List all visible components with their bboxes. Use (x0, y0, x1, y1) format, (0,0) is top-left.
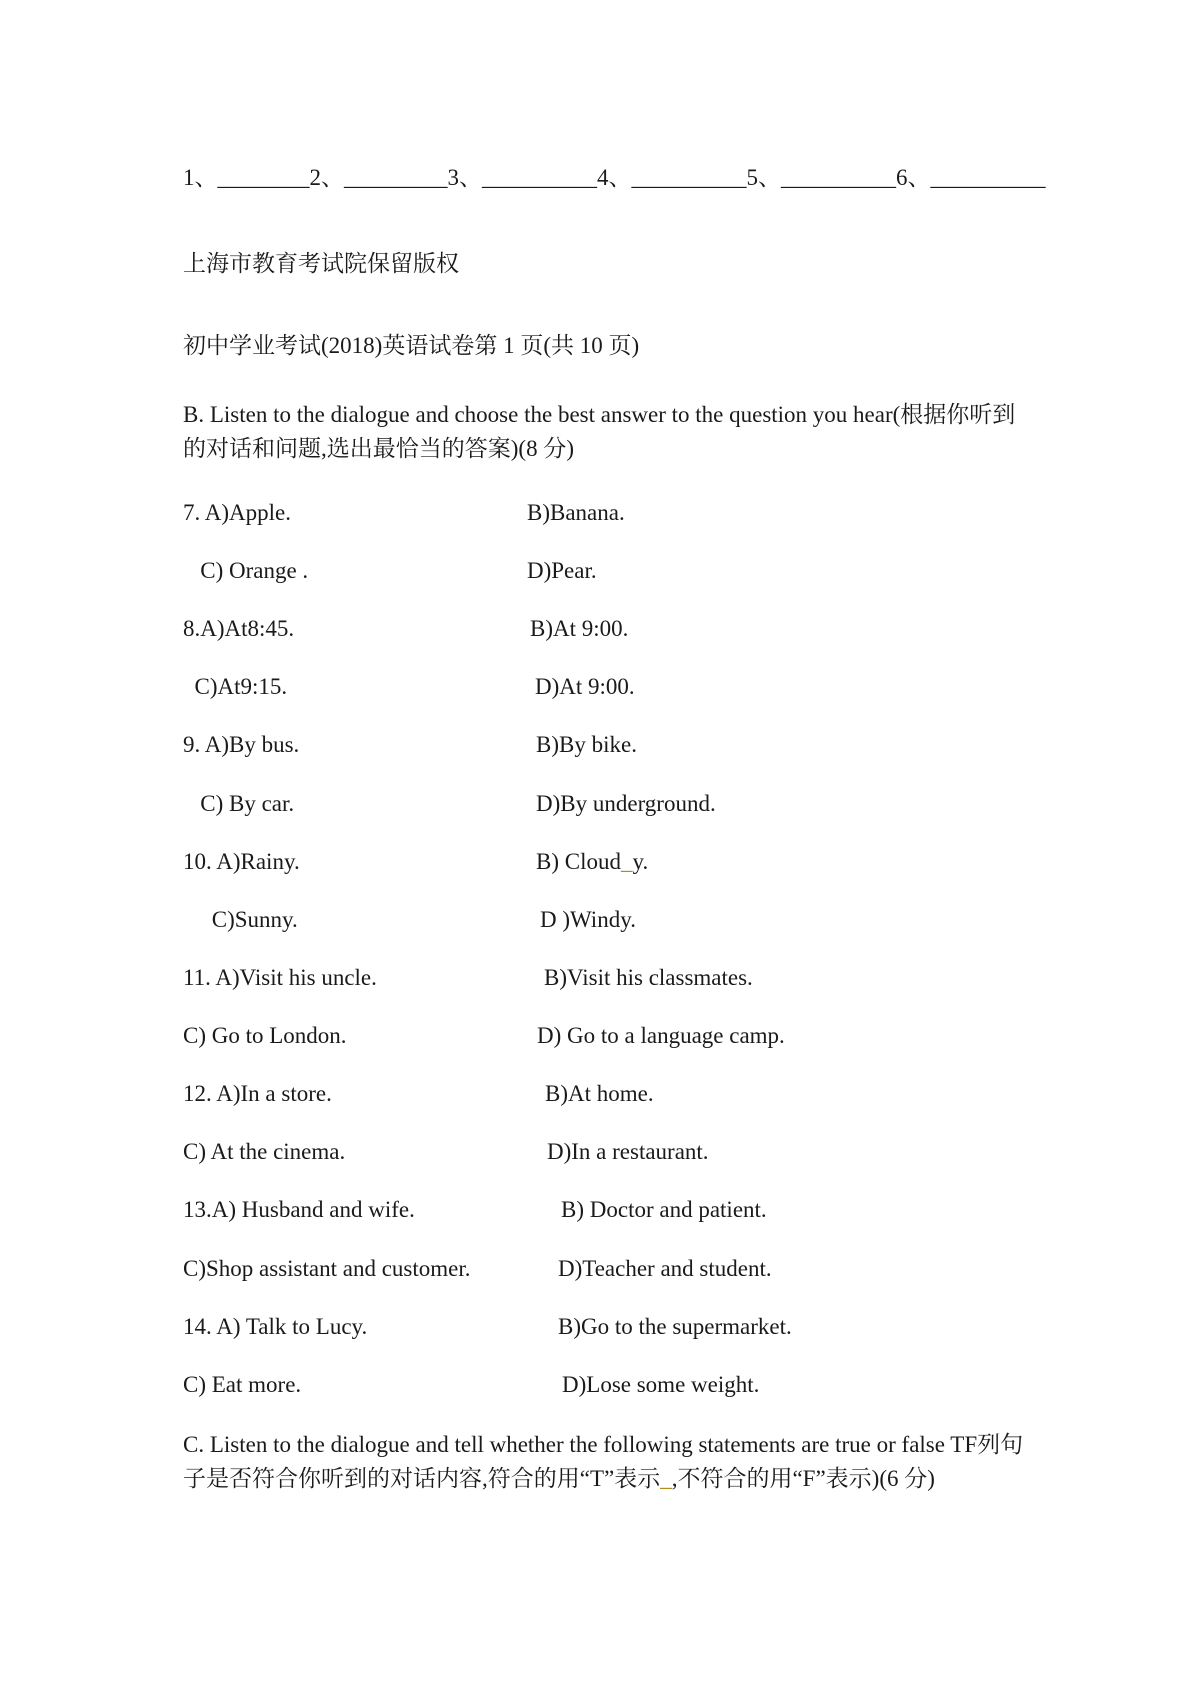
q14-option-d: D)Lose some weight. (562, 1372, 760, 1397)
q8-option-d: D)At 9:00. (535, 674, 635, 699)
q13-option-d: D)Teacher and student. (558, 1256, 772, 1281)
q9-option-b: B)By bike. (536, 732, 637, 757)
q7-option-d: D)Pear. (527, 558, 597, 583)
q7-option-c: C) Orange . (183, 558, 309, 583)
q10-option-c: C)Sunny. (183, 907, 298, 932)
section-c-instruction-suffix: ,不符合的用“F”表示)(6 分) (671, 1466, 935, 1491)
q11-option-d: D) Go to a language camp. (537, 1023, 785, 1048)
q9-option-a: 9. A)By bus. (183, 732, 300, 757)
q12-option-c: C) At the cinema. (183, 1139, 346, 1164)
section-c-underline-mark: _ (660, 1466, 672, 1491)
section-c-instruction (183, 1428, 1028, 1496)
q7-option-b: B)Banana. (527, 500, 625, 525)
section-c-instruction-text: C. Listen to the dialogue and tell whether the following statements are true or false TF列句子是否符合你听到的对话内容,符合的用“T”表示 (183, 1432, 1024, 1491)
q14-option-b: B)Go to the supermarket. (558, 1314, 792, 1339)
q11-option-a: 11. A)Visit his uncle. (183, 965, 377, 990)
q12-option-d: D)In a restaurant. (547, 1139, 709, 1164)
q12-option-b: B)At home. (545, 1081, 654, 1106)
q10-underline-mark: _ (620, 849, 633, 874)
q11-option-b: B)Visit his classmates. (544, 965, 753, 990)
q7-option-a: 7. A)Apple. (183, 500, 291, 525)
q9-option-c: C) By car. (183, 791, 295, 816)
q11-option-c: C) Go to London. (183, 1023, 347, 1048)
q10-option-b (536, 847, 648, 877)
q14-option-a: 14. A) Talk to Lucy. (183, 1314, 368, 1339)
q10-option-d: D )Windy. (540, 907, 636, 932)
section-b-instruction: B. Listen to the dialogue and choose the best answer to the question you hear(根据你听到的对话和问题,选出最恰当的答案)(8 分) (183, 402, 1016, 461)
q8-option-c: C)At9:15. (183, 674, 288, 699)
q14-option-c: C) Eat more. (183, 1372, 302, 1397)
q13-option-c: C)Shop assistant and customer. (183, 1256, 471, 1281)
copyright-notice: 上海市教育考试院保留版权 (183, 251, 459, 276)
q8-option-b: B)At 9:00. (530, 616, 629, 641)
q13-option-a: 13.A) Husband and wife. (183, 1197, 415, 1222)
page-footer: 初中学业考试(2018)英语试卷第 1 页(共 10 页) (183, 333, 640, 358)
q12-option-a: 12. A)In a store. (183, 1081, 332, 1106)
answer-blanks-line: 1、________2、_________3、__________4、__________5、__________6、__________ (183, 165, 1046, 190)
q10-option-b-suffix: y. (632, 849, 649, 874)
q10-option-a: 10. A)Rainy. (183, 849, 300, 874)
q10-option-b-text: B) Cloud (536, 849, 621, 874)
q13-option-b: B) Doctor and patient. (561, 1197, 767, 1222)
q9-option-d: D)By underground. (536, 791, 716, 816)
q8-option-a: 8.A)At8:45. (183, 616, 295, 641)
